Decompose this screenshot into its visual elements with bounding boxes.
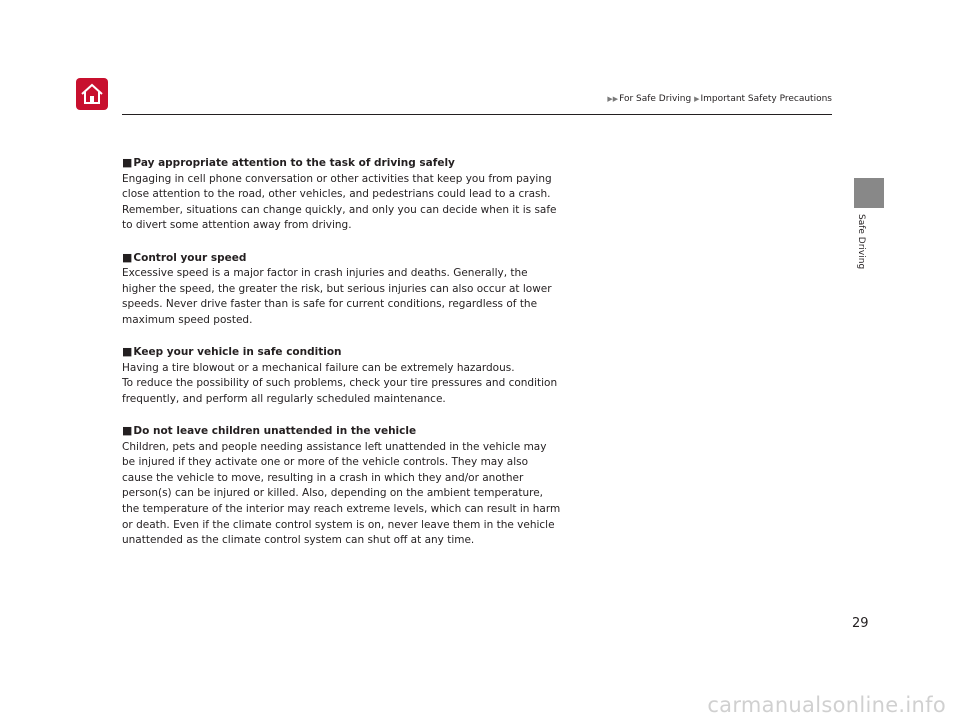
section-body: Children, pets and people needing assistance left unattended in the vehicle may be injured if they activate one or more of the vehicle controls. They may also cause the vehicle to move, resulting in a crash in which they and/or another person(s) can be injured or killed. Also, depending on the ambient temperature, the temperature of the interior may reach extreme levels, which can result in harm or death. Even if the climate control system is on, never leave them in the vehicle unattended as the climate control system can shut off at any time. — [122, 440, 561, 547]
square-bullet-icon: ■ — [122, 424, 133, 438]
side-tab-label: Safe Driving — [856, 214, 866, 270]
section-heading: ■Control your speed — [122, 250, 247, 264]
section-vehicle-condition — [122, 344, 562, 407]
home-button[interactable] — [76, 78, 108, 110]
section-body: Excessive speed is a major factor in crash injuries and deaths. Generally, the higher the speed, the greater the risk, but serious injuries can also occur at lower speeds. Never drive faster than is safe for current conditions, regardless of the maximum speed posted. — [122, 267, 552, 326]
home-icon — [80, 83, 104, 105]
breadcrumb-item-important-safety-precautions[interactable]: Important Safety Precautions — [700, 94, 832, 104]
square-bullet-icon: ■ — [122, 156, 133, 169]
section-heading: ■Pay appropriate attention to the task of driving safely — [122, 156, 455, 169]
breadcrumb-item-for-safe-driving[interactable]: For Safe Driving — [619, 94, 692, 104]
breadcrumb-arrow-icon: ▶ — [694, 95, 700, 103]
page-content — [122, 155, 562, 564]
section-attention — [122, 155, 562, 234]
side-tab-marker — [854, 178, 884, 208]
breadcrumb — [607, 94, 832, 104]
square-bullet-icon: ■ — [122, 345, 133, 359]
section-heading: ■Do not leave children unattended in the vehicle — [122, 424, 417, 438]
header-divider — [122, 114, 832, 115]
watermark: carmanualsonline.info — [707, 693, 946, 717]
breadcrumb-arrow-icon: ▶▶ — [607, 95, 619, 103]
section-children — [122, 423, 562, 549]
section-heading: ■Keep your vehicle in safe condition — [122, 345, 342, 359]
section-body: Engaging in cell phone conversation or other activities that keep you from paying close attention to the road, other vehicles, and pedestrians could lead to a crash. Remember, situations can change quickly, and only you can decide when it is safe to divert some attention away from driving. — [122, 172, 557, 232]
square-bullet-icon: ■ — [122, 250, 133, 264]
section-body: Having a tire blowout or a mechanical failure can be extremely hazardous. — [122, 361, 515, 374]
section-body-continued: To reduce the possibility of such problems, check your tire pressures and condition frequently, and perform all regularly scheduled maintenance. — [122, 377, 558, 405]
section-speed — [122, 250, 562, 329]
page-number: 29 — [852, 616, 869, 631]
